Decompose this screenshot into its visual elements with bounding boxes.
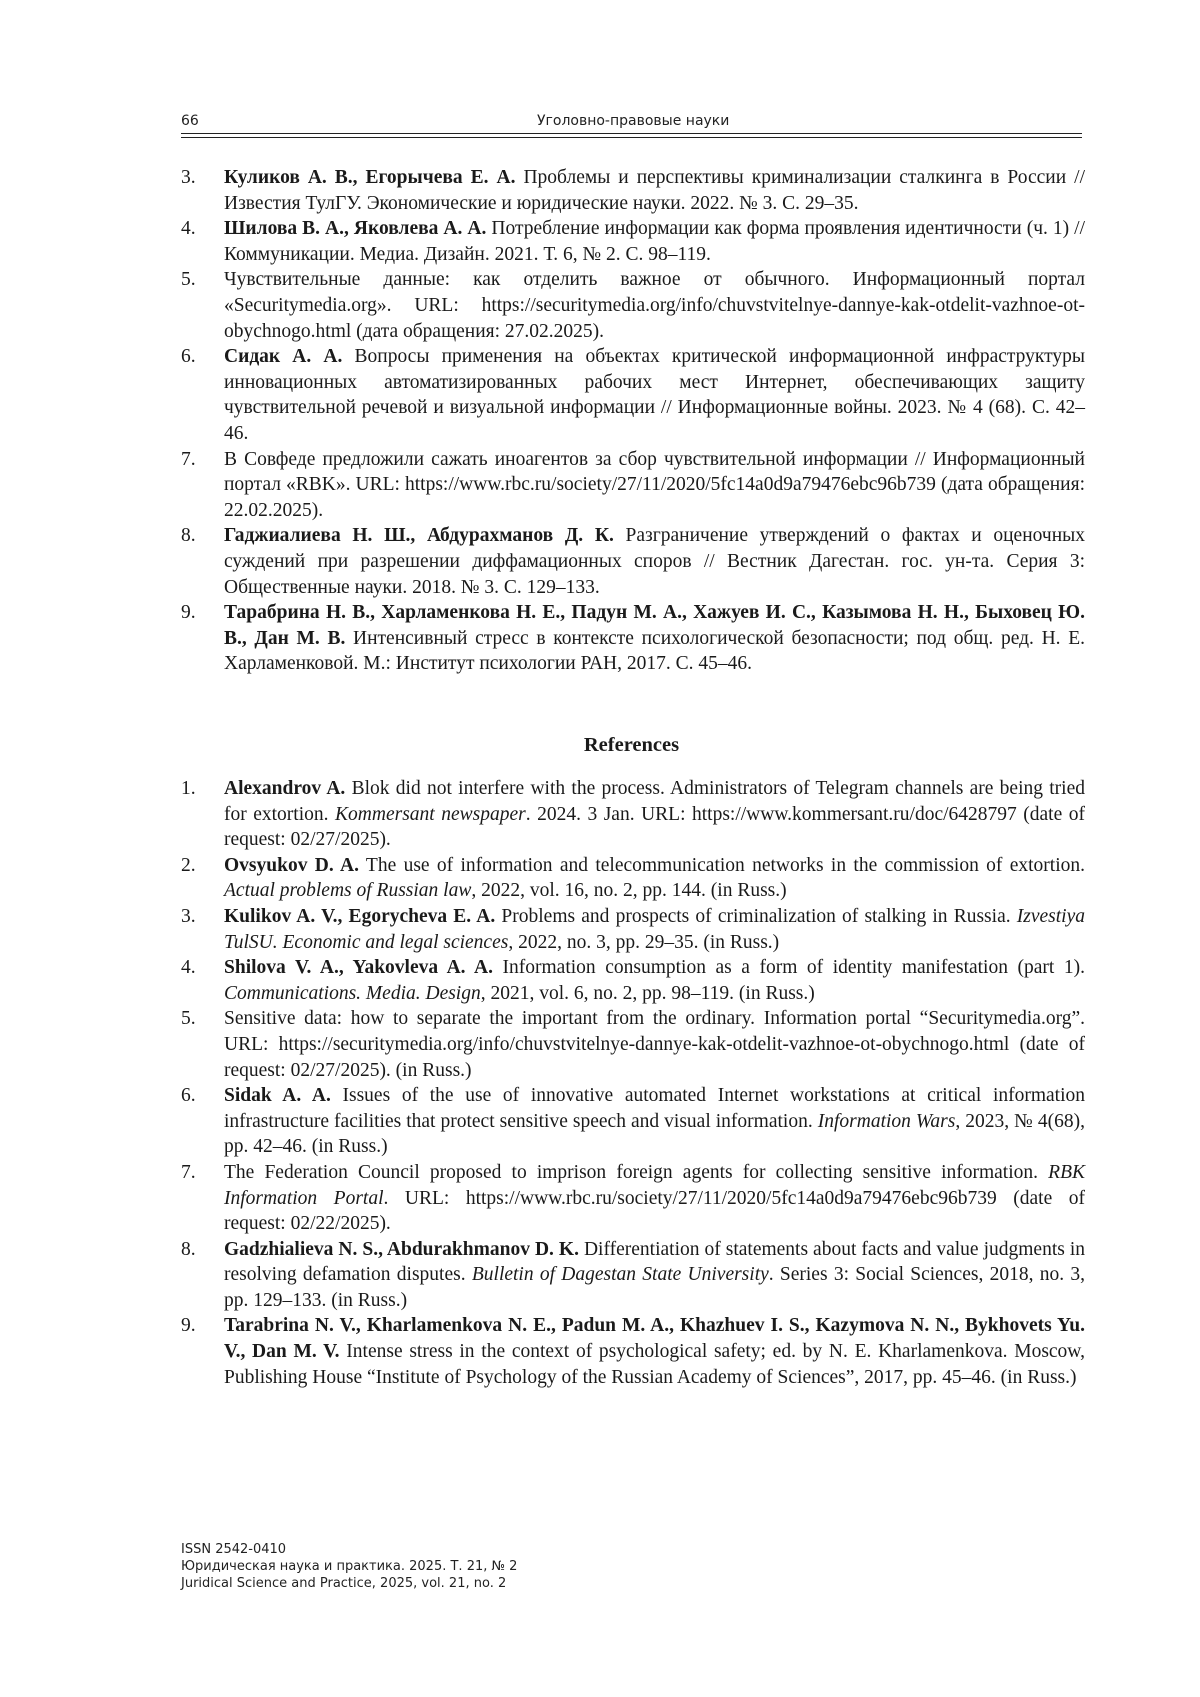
references-heading: References — [583, 734, 680, 756]
list-item — [181, 1006, 1085, 1083]
item-source: Information Wars — [817, 1110, 956, 1132]
item-details: . 2024. 3 Jan. URL: https://www.kommersant.ru/doc/6428797 (date of request: 02/27/2025). — [224, 803, 1086, 851]
item-source: Communications. Media. Design — [224, 982, 481, 1004]
item-source: RBK Information Portal — [224, 1161, 1085, 1209]
english-reference-list — [181, 776, 1085, 1390]
item-text: Интенсивный стресс в контексте психологической безопасности; под общ. ред. Н. Е. Харламенковой. М.: Институт психологии РАН, 2017. С. 45–46. — [224, 627, 1085, 675]
list-item — [181, 776, 1085, 853]
item-authors: Тарабрина Н. В., Харламенкова Н. Е., Падун М. А., Хажуев И. С., Казымова Н. Н., Быховец Ю. В., Дан М. В. — [224, 602, 1085, 649]
item-details: , 2022, vol. 16, no. 2, pp. 144. (in Russ.) — [471, 880, 787, 902]
item-authors: Куликов А. В., Егорычева Е. А. — [224, 167, 516, 188]
list-item — [181, 1083, 1085, 1160]
item-text: Blok did not interfere with the process. Administrators of Telegram channels are being tried for extortion. — [224, 778, 1086, 825]
item-number: 6. — [181, 1085, 196, 1107]
item-text: В Совфеде предложили сажать иноагентов за сбор чувствительной информации // Информационный портал «RBK». URL: https://www.rbc.ru/society/27/11/2020/5fc14a0d9a79476ebc96b739 (дата обращения: 22.02.2025). — [224, 448, 1085, 521]
item-number: 9. — [181, 1315, 196, 1337]
footer-journal-ru: Юридическая наука и практика. 2025. Т. 21, № 2 — [181, 1559, 518, 1574]
item-number: 3. — [181, 167, 196, 188]
running-title: Уголовно-правовые науки — [537, 113, 730, 129]
item-authors: Гаджиалиева Н. Ш., Абдурахманов Д. К. — [224, 525, 614, 547]
item-number: 9. — [181, 602, 196, 624]
item-text: Issues of the use of innovative automated Internet workstations at critical information infrastructure facilities that protect sensitive speech and visual information. — [224, 1085, 1086, 1132]
item-number: 4. — [181, 218, 196, 240]
item-text: Problems and prospects of criminalization of stalking in Russia. — [495, 905, 1017, 927]
item-text: Чувствительные данные: как отделить важное от обычного. Информационный портал «Securitymedia.org». URL: https://securitymedia.org/info/chuvstvitelnye-dannye-kak-otdelit-vazhnoe-ot-obychnogo.html (дата обращения: 27.02.2025). — [224, 269, 1085, 342]
header-rule — [181, 133, 1082, 134]
list-item — [181, 1160, 1085, 1237]
item-text: Sensitive data: how to separate the important from the ordinary. Information portal “Securitymedia.org”. URL: https://securitymedia.org/info/chuvstvitelnye-dannye-kak-otdelit-vazhnoe-ot-obychnogo.html (date of request: 02/27/2025). (in Russ.) — [224, 1008, 1085, 1081]
list-item — [181, 267, 1085, 344]
item-number: 6. — [181, 346, 196, 368]
item-details: , 2023, № 4(68), pp. 42–46. (in Russ.) — [224, 1110, 1085, 1158]
item-text: The Federation Council proposed to imprison foreign agents for collecting sensitive information. — [224, 1161, 1049, 1183]
item-authors: Шилова В. А., Яковлева А. А. — [224, 218, 487, 240]
item-details: , 2022, no. 3, pp. 29–35. (in Russ.) — [508, 931, 780, 953]
item-details: , 2021, vol. 6, no. 2, pp. 98–119. (in Russ.) — [480, 982, 815, 1004]
item-source: Kommersant newspaper — [335, 803, 526, 825]
list-item — [181, 904, 1085, 955]
item-number: 7. — [181, 1161, 196, 1183]
item-text: Потребление информации как форма проявления идентичности (ч. 1) // Коммуникации. Медиа. Дизайн. 2021. Т. 6, № 2. С. 98–119. — [224, 218, 1085, 265]
list-item — [181, 523, 1085, 600]
page-number: 66 — [181, 113, 199, 129]
list-item — [181, 600, 1085, 677]
item-authors: Sidak A. A. — [224, 1085, 331, 1107]
list-item — [181, 1237, 1085, 1314]
list-item — [181, 447, 1085, 524]
item-authors: Сидак А. А. — [224, 346, 343, 368]
item-text: Разграничение утверждений о фактах и оценочных суждений при разрешении диффамационных споров // Вестник Дагестан. гос. ун-та. Серия 3: Общественные науки. 2018. № 3. С. 129–133. — [224, 525, 1085, 598]
item-number: 8. — [181, 1238, 196, 1260]
item-details: . Series 3: Social Sciences, 2018, no. 3, pp. 129–133. (in Russ.) — [224, 1264, 1085, 1311]
item-text: Intense stress in the context of psychological safety; ed. by N. E. Kharlamenkova. Moscow, Publishing House “Institute of Psychology of the Russian Academy of Sciences”, 2017, pp. 45–46. (in Russ.) — [224, 1341, 1086, 1388]
item-number: 2. — [181, 854, 196, 876]
item-authors: Ovsyukov D. A. — [224, 854, 359, 876]
list-item — [181, 165, 1085, 216]
item-text: Проблемы и перспективы криминализации сталкинга в России // Известия ТулГУ. Экономические и юридические науки. 2022. № 3. С. 29–35. — [224, 167, 1085, 214]
header-rule-thin — [181, 137, 1082, 138]
footer-issn: ISSN 2542-0410 — [181, 1542, 287, 1557]
item-authors: Tarabrina N. V., Kharlamenkova N. E., Padun M. A., Khazhuev I. S., Kazymova N. N., Bykhovets Yu. V., Dan M. V. — [224, 1315, 1085, 1363]
item-number: 5. — [181, 1008, 196, 1030]
item-number: 8. — [181, 525, 196, 547]
item-details: . URL: https://www.rbc.ru/society/27/11/2020/5fc14a0d9a79476ebc96b739 (date of request: 02/22/2025). — [224, 1187, 1085, 1235]
item-authors: Kulikov A. V., Egorycheva E. A. — [224, 905, 496, 927]
item-number: 4. — [181, 957, 196, 979]
page-footer — [181, 1541, 517, 1592]
item-number: 1. — [181, 778, 196, 799]
item-source: Izvestiya TulSU. Economic and legal sciences — [224, 905, 1086, 953]
item-text: Differentiation of statements about facts and value judgments in resolving defamation disputes. — [224, 1238, 1085, 1286]
item-source: Actual problems of Russian law — [224, 880, 472, 902]
item-number: 7. — [181, 448, 196, 470]
item-text: Вопросы применения на объектах критической информационной инфраструктуры инновационных автоматизированных рабочих мест Интернет, обеспечивающих защиту чувствительной речевой и визуальной информации // Информационные войны. 2023. № 4 (68). С. 42–46. — [224, 346, 1085, 444]
list-item — [181, 344, 1085, 446]
footer-journal-en: Juridical Science and Practice, 2025, vol. 21, no. 2 — [181, 1576, 507, 1591]
item-authors: Alexandrov A. — [224, 778, 346, 799]
item-authors: Shilova V. A., Yakovleva A. A. — [224, 957, 493, 979]
list-item — [181, 216, 1085, 267]
list-item — [181, 853, 1085, 904]
item-text: Information consumption as a form of identity manifestation (part 1). — [492, 957, 1085, 979]
item-number: 3. — [181, 905, 196, 927]
item-authors: Gadzhialieva N. S., Abdurakhmanov D. K. — [224, 1238, 579, 1260]
list-item — [181, 1313, 1085, 1390]
item-text: The use of information and telecommunication networks in the commission of extortion. — [358, 854, 1085, 876]
item-number: 5. — [181, 269, 196, 291]
item-source: Bulletin of Dagestan State University — [471, 1264, 769, 1286]
russian-reference-list — [181, 165, 1085, 677]
list-item — [181, 955, 1085, 1006]
